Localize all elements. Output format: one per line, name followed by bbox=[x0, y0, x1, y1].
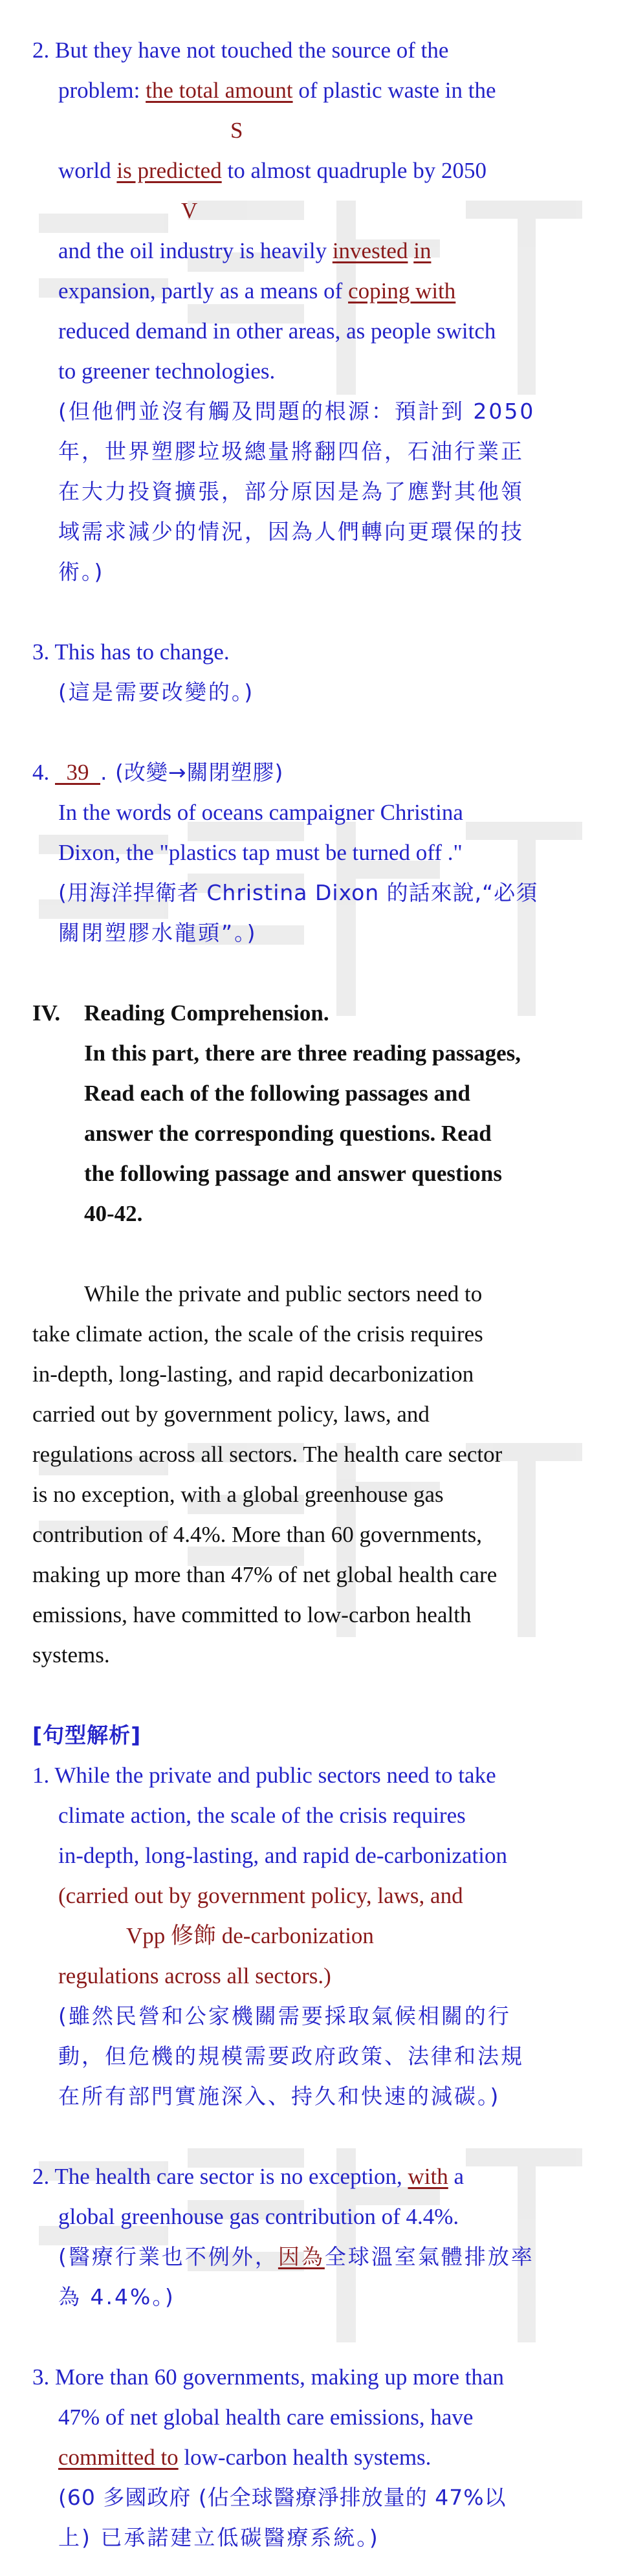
s3-line-1: 3. More than 60 governments, making up more than bbox=[32, 2364, 505, 2390]
section-instruction-1: In this part, there are three reading passages, bbox=[84, 1040, 521, 1066]
s1-line-4: (carried out by government policy, laws, and bbox=[58, 1883, 463, 1908]
answer-blank: 39 bbox=[55, 760, 100, 785]
s1-line-2: climate action, the scale of the crisis requires bbox=[58, 1803, 466, 1828]
p4-line-2: In the words of oceans campaigner Christina bbox=[58, 800, 463, 825]
section-instruction-4: the following passage and answer questions bbox=[84, 1161, 502, 1186]
passage-line: systems. bbox=[32, 1642, 110, 1668]
p4-translation-2: 關閉塑膠水龍頭”。) bbox=[58, 920, 257, 945]
p2-line-e: expansion, partly as a means of coping with bbox=[58, 278, 456, 303]
p2-line-a: 2. But they have not touched the source of the bbox=[32, 38, 449, 63]
p2-translation-1: (但他們並沒有觸及問題的根源：預計到 2050 bbox=[58, 399, 536, 424]
s1-grammar-note: Vpp 修飾 de-carbonization bbox=[126, 1923, 374, 1948]
p2-line-d: and the oil industry is heavily invested in bbox=[58, 238, 432, 263]
invested-phrase: invested bbox=[332, 238, 408, 263]
p2-line-g: to greener technologies. bbox=[58, 358, 276, 384]
s2-translation-1: (醫療行業也不例外，因為全球溫室氣體排放率 bbox=[58, 2244, 534, 2269]
section-instruction-5: 40-42. bbox=[84, 1201, 143, 1226]
s1-line-3: in-depth, long-lasting, and rapid de-carbonization bbox=[58, 1843, 507, 1868]
s3-translation-1: (60 多國政府 (佔全球醫療淨排放量的 47%以 bbox=[58, 2485, 507, 2510]
s1-translation-3: 在所有部門實施深入、持久和快速的減碳。) bbox=[58, 2084, 501, 2109]
section-number: IV. bbox=[32, 1000, 61, 1026]
p3-english: 3. This has to change. bbox=[32, 639, 230, 665]
s2-line-1: 2. The health care sector is no exception, with a bbox=[32, 2164, 465, 2189]
s2-translation-2: 為 4.4%。) bbox=[58, 2284, 175, 2309]
passage-line: While the private and public sectors need to bbox=[84, 1281, 483, 1306]
p2-translation-3: 在大力投資擴張，部分原因是為了應對其他領 bbox=[58, 479, 524, 504]
s3-line-2: 47% of net global health care emissions, have bbox=[58, 2405, 474, 2430]
committed-phrase: committed to bbox=[58, 2445, 179, 2470]
with-phrase: with bbox=[408, 2164, 448, 2189]
coping-phrase: coping with bbox=[348, 278, 456, 303]
section-instruction-2: Read each of the following passages and bbox=[84, 1081, 470, 1106]
section-instruction-3: answer the corresponding questions. Read bbox=[84, 1121, 492, 1146]
s1-translation-1: (雖然民營和公家機關需要採取氣候相關的行 bbox=[58, 2003, 511, 2029]
p2-translation-5: 術。) bbox=[58, 559, 105, 584]
p2-line-f: reduced demand in other areas, as people switch bbox=[58, 318, 496, 344]
passage-line: regulations across all sectors. The health care sector bbox=[32, 1442, 503, 1467]
s2-line-2: global greenhouse gas contribution of 4.4%. bbox=[58, 2204, 459, 2229]
s1-line-6: regulations across all sectors.) bbox=[58, 1963, 331, 1988]
p4-line-3: Dixon, the "plastics tap must be turned off ." bbox=[58, 840, 463, 865]
subject-mark: S bbox=[230, 118, 243, 143]
in-phrase: in bbox=[413, 238, 432, 263]
section-title: Reading Comprehension. bbox=[84, 1000, 329, 1026]
passage-line: take climate action, the scale of the crisis requires bbox=[32, 1321, 483, 1347]
because-phrase: 因為 bbox=[278, 2244, 325, 2269]
passage-line: is no exception, with a global greenhouse gas bbox=[32, 1482, 444, 1507]
p3-translation: (這是需要改變的。) bbox=[58, 679, 255, 705]
passage-line: contribution of 4.4%. More than 60 governments, bbox=[32, 1522, 483, 1547]
passage-line: emissions, have committed to low-carbon health bbox=[32, 1602, 472, 1627]
s1-translation-2: 動，但危機的規模需要政府政策、法律和法規 bbox=[58, 2043, 524, 2069]
analysis-heading: [句型解析] bbox=[32, 1723, 142, 1748]
p2-translation-4: 域需求減少的情況，因為人們轉向更環保的技 bbox=[58, 519, 524, 544]
p2-line-b: problem: the total amount of plastic waste in the bbox=[58, 78, 496, 103]
p4-line-1: 4. 39 . (改變→關閉塑膠) bbox=[32, 760, 284, 785]
s3-line-3: committed to low-carbon health systems. bbox=[58, 2445, 432, 2470]
p4-translation-1: (用海洋捍衛者 Christina Dixon 的話來說,“必須 bbox=[58, 880, 538, 905]
s1-line-1: 1. While the private and public sectors need to take bbox=[32, 1763, 496, 1788]
p2-line-c: world is predicted to almost quadruple by 2050 bbox=[58, 158, 486, 183]
passage-line: carried out by government policy, laws, and bbox=[32, 1402, 430, 1427]
subject-phrase: the total amount bbox=[146, 78, 293, 103]
s3-translation-2: 上) 已承諾建立低碳醫療系統。) bbox=[58, 2525, 380, 2550]
p2-translation-2: 年，世界塑膠垃圾總量將翻四倍，石油行業正 bbox=[58, 439, 524, 464]
verb-phrase: is predicted bbox=[116, 158, 222, 183]
passage-line: making up more than 47% of net global health care bbox=[32, 1562, 497, 1587]
passage-line: in-depth, long-lasting, and rapid decarbonization bbox=[32, 1361, 474, 1387]
verb-mark: V bbox=[181, 198, 198, 223]
